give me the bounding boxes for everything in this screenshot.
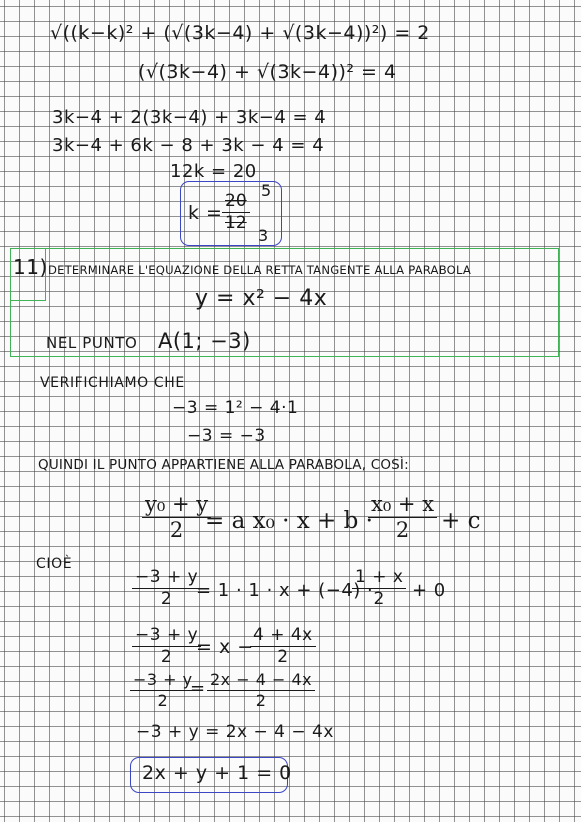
verify-line-1: −3 = 1² − 4·1 bbox=[172, 398, 299, 418]
final-answer: 2x + y + 1 = 0 bbox=[142, 762, 292, 784]
step3-rhs-numerator: 2x − 4 − 4x bbox=[210, 670, 313, 689]
result-numerator-simplified: 5 bbox=[261, 181, 272, 200]
problem-statement: DETERMINARE L'EQUAZIONE DELLA RETTA TANGENTE ALLA PARABOLA bbox=[48, 263, 472, 277]
formula-lhs-fraction bbox=[142, 494, 211, 541]
verify-line-2: −3 = −3 bbox=[187, 426, 266, 446]
result-lhs: k = bbox=[188, 202, 223, 224]
formula-lhs-numerator: y₀ + y bbox=[145, 492, 209, 516]
step3-middle: = bbox=[190, 678, 206, 699]
step3-rhs-denominator: 2 bbox=[255, 691, 267, 710]
equation-line-2: (√(3k−4) + √(3k−4))² = 4 bbox=[138, 61, 397, 83]
result-numerator: 20 bbox=[225, 191, 247, 211]
equation-line-1: √((k−k)² + (√(3k−4) + √(3k−4))²) = 2 bbox=[50, 22, 430, 44]
result-denominator-simplified: 3 bbox=[258, 226, 269, 245]
step1-rhs-fraction bbox=[352, 569, 406, 608]
equation-line-3: 3k−4 + 2(3k−4) + 3k−4 = 4 bbox=[52, 107, 327, 128]
formula-rhs-numerator: x₀ + x bbox=[371, 492, 435, 516]
equation-line-5: 12k = 20 bbox=[170, 161, 257, 182]
step2-rhs-fraction bbox=[250, 627, 316, 666]
step2-rhs-numerator: 4 + 4x bbox=[253, 625, 313, 645]
step2-middle: = x − bbox=[196, 636, 254, 658]
cioe-label: CIOÈ bbox=[36, 556, 73, 572]
step2-lhs-fraction bbox=[132, 627, 201, 666]
point-label: NEL PUNTO bbox=[46, 334, 138, 352]
step1-rhs-numerator: 1 + x bbox=[355, 567, 404, 587]
formula-lhs-denominator: 2 bbox=[169, 518, 184, 542]
step3-lhs-numerator: −3 + y bbox=[133, 670, 193, 689]
formula-rhs-fraction bbox=[368, 494, 437, 541]
formula-rhs-denominator: 2 bbox=[395, 518, 410, 542]
step3-lhs-fraction bbox=[130, 672, 196, 709]
step1-tail: + 0 bbox=[412, 580, 446, 601]
parabola-equation: y = x² − 4x bbox=[195, 286, 328, 311]
verify-title: VERIFICHIAMO CHE bbox=[40, 375, 185, 391]
step1-rhs-denominator: 2 bbox=[373, 589, 385, 609]
step2-rhs-denominator: 2 bbox=[277, 647, 289, 667]
result-denominator: 12 bbox=[225, 213, 247, 233]
step1-lhs-denominator: 2 bbox=[160, 589, 173, 609]
step3-rhs-fraction bbox=[207, 672, 315, 709]
result-fraction bbox=[222, 193, 250, 232]
problem-number: 11) bbox=[13, 255, 48, 279]
equation-line-4: 3k−4 + 6k − 8 + 3k − 4 = 4 bbox=[52, 135, 325, 156]
point-coordinates: A(1; −3) bbox=[158, 329, 251, 353]
step4: −3 + y = 2x − 4 − 4x bbox=[136, 722, 334, 742]
step1-middle: = 1 · 1 · x + (−4) · bbox=[196, 580, 374, 601]
step3-lhs-denominator: 2 bbox=[157, 691, 169, 710]
step1-lhs-numerator: −3 + y bbox=[135, 567, 199, 587]
verify-conclusion: QUINDI IL PUNTO APPARTIENE ALLA PARABOLA, COSÌ: bbox=[38, 457, 409, 473]
formula-tail: + c bbox=[441, 508, 481, 534]
step2-lhs-denominator: 2 bbox=[160, 647, 173, 667]
step1-lhs-fraction bbox=[132, 569, 201, 608]
formula-middle: = a x₀ · x + b · bbox=[205, 508, 373, 534]
step2-lhs-numerator: −3 + y bbox=[135, 625, 199, 645]
